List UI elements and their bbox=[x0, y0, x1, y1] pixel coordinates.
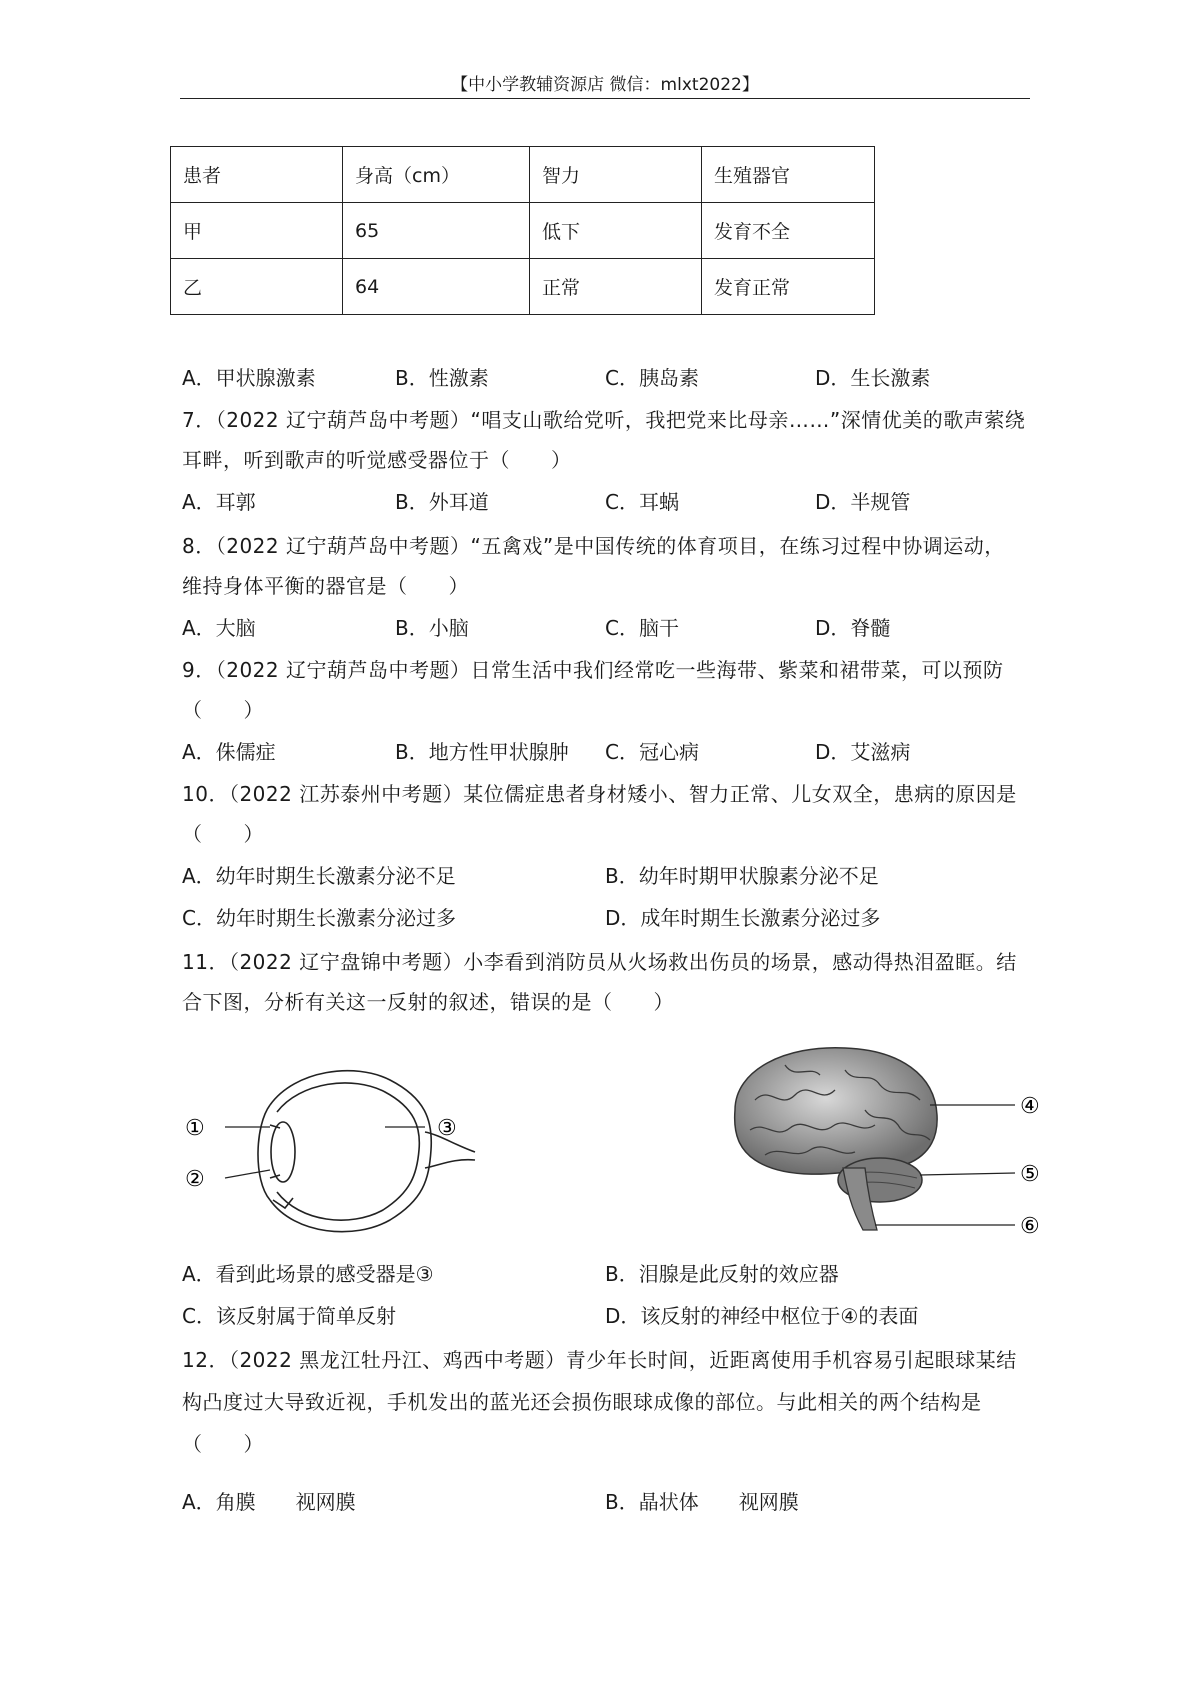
table-row bbox=[171, 203, 875, 259]
q6-option-b: B．性激素 bbox=[395, 366, 489, 390]
q10-option-d: D．成年时期生长激素分泌过多 bbox=[605, 906, 881, 930]
q9-option-d: D．艾滋病 bbox=[815, 740, 911, 764]
q10-stem-line1: 10．（2022 江苏泰州中考题）某位儒症患者身材矮小、智力正常、儿女双全，患病的原因是 bbox=[182, 782, 1017, 806]
q8-option-d: D．脊髓 bbox=[815, 616, 891, 640]
table-header-cell: 智力 bbox=[530, 147, 702, 203]
eye-diagram bbox=[185, 1050, 485, 1250]
q12-stem-line3: （ ） bbox=[182, 1432, 264, 1456]
brain-diagram bbox=[725, 1040, 1055, 1240]
table-header-cell: 患者 bbox=[171, 147, 343, 203]
q10-option-c: C．幼年时期生长激素分泌过多 bbox=[182, 906, 456, 930]
table-cell: 甲 bbox=[171, 203, 343, 259]
q12-option-b: B．晶状体 视网膜 bbox=[605, 1490, 799, 1514]
q7-option-b: B．外耳道 bbox=[395, 490, 489, 514]
q6-option-a: A．甲状腺激素 bbox=[182, 366, 316, 390]
q11-option-c: C．该反射属于简单反射 bbox=[182, 1304, 396, 1328]
q6-option-c: C．胰岛素 bbox=[605, 366, 699, 390]
q11-stem-line2: 合下图，分析有关这一反射的叙述，错误的是（ ） bbox=[182, 990, 674, 1014]
eye-label-3: ③ bbox=[437, 1116, 457, 1141]
q10-stem-line2: （ ） bbox=[182, 822, 264, 846]
q11-option-d: D．该反射的神经中枢位于④的表面 bbox=[605, 1304, 919, 1328]
eye-label-2: ② bbox=[185, 1167, 205, 1192]
q11-option-b: B．泪腺是此反射的效应器 bbox=[605, 1262, 839, 1286]
q12-option-a: A．角膜 视网膜 bbox=[182, 1490, 356, 1514]
q7-stem-line2: 耳畔，听到歌声的听觉感受器位于（ ） bbox=[182, 448, 572, 472]
q9-stem-line1: 9．（2022 辽宁葫芦岛中考题）日常生活中我们经常吃一些海带、紫菜和裙带菜，可以预防 bbox=[182, 658, 1004, 682]
table-header-cell: 生殖器官 bbox=[702, 147, 875, 203]
q8-option-b: B．小脑 bbox=[395, 616, 469, 640]
q7-option-a: A．耳郭 bbox=[182, 490, 256, 514]
q11-stem-line1: 11．（2022 辽宁盘锦中考题）小李看到消防员从火场救出伤员的场景，感动得热泪盈眶。结 bbox=[182, 950, 1017, 974]
q9-option-a: A．侏儒症 bbox=[182, 740, 276, 764]
table-cell: 发育正常 bbox=[702, 259, 875, 315]
patient-table bbox=[170, 146, 875, 315]
q7-option-d: D．半规管 bbox=[815, 490, 911, 514]
table-cell: 乙 bbox=[171, 259, 343, 315]
q8-stem-line1: 8．（2022 辽宁葫芦岛中考题）“五禽戏”是中国传统的体育项目，在练习过程中协调运动， bbox=[182, 534, 1005, 558]
q11-option-a: A．看到此场景的感受器是③ bbox=[182, 1262, 434, 1286]
q8-stem-line2: 维持身体平衡的器官是（ ） bbox=[182, 574, 469, 598]
q8-option-a: A．大脑 bbox=[182, 616, 256, 640]
table-cell: 发育不全 bbox=[702, 203, 875, 259]
q9-option-c: C．冠心病 bbox=[605, 740, 699, 764]
q7-stem-line1: 7．（2022 辽宁葫芦岛中考题）“唱支山歌给党听，我把党来比母亲……”深情优美的歌声萦绕 bbox=[182, 408, 1026, 432]
q12-stem-line2: 构凸度过大导致近视，手机发出的蓝光还会损伤眼球成像的部位。与此相关的两个结构是 bbox=[182, 1390, 982, 1414]
table-header-row bbox=[171, 147, 875, 203]
table-header-cell: 身高（cm） bbox=[343, 147, 530, 203]
q6-option-d: D．生长激素 bbox=[815, 366, 931, 390]
table-cell: 64 bbox=[343, 259, 530, 315]
brain-label-6: ⑥ bbox=[1020, 1214, 1040, 1239]
q10-option-a: A．幼年时期生长激素分泌不足 bbox=[182, 864, 456, 888]
table-cell: 正常 bbox=[530, 259, 702, 315]
q8-option-c: C．脑干 bbox=[605, 616, 679, 640]
q12-stem-line1: 12．（2022 黑龙江牡丹江、鸡西中考题）青少年长时间，近距离使用手机容易引起眼球某结 bbox=[182, 1348, 1017, 1372]
q7-option-c: C．耳蜗 bbox=[605, 490, 679, 514]
page-header: 【中小学教辅资源店 微信：mlxt2022】 bbox=[451, 75, 759, 95]
eye-label-1: ① bbox=[185, 1116, 205, 1141]
table-row bbox=[171, 259, 875, 315]
table-cell: 65 bbox=[343, 203, 530, 259]
header-divider bbox=[180, 98, 1030, 99]
q9-option-b: B．地方性甲状腺肿 bbox=[395, 740, 569, 764]
q9-stem-line2: （ ） bbox=[182, 698, 264, 722]
brain-label-4: ④ bbox=[1020, 1094, 1040, 1119]
q10-option-b: B．幼年时期甲状腺素分泌不足 bbox=[605, 864, 879, 888]
brain-label-5: ⑤ bbox=[1020, 1162, 1040, 1187]
table-cell: 低下 bbox=[530, 203, 702, 259]
